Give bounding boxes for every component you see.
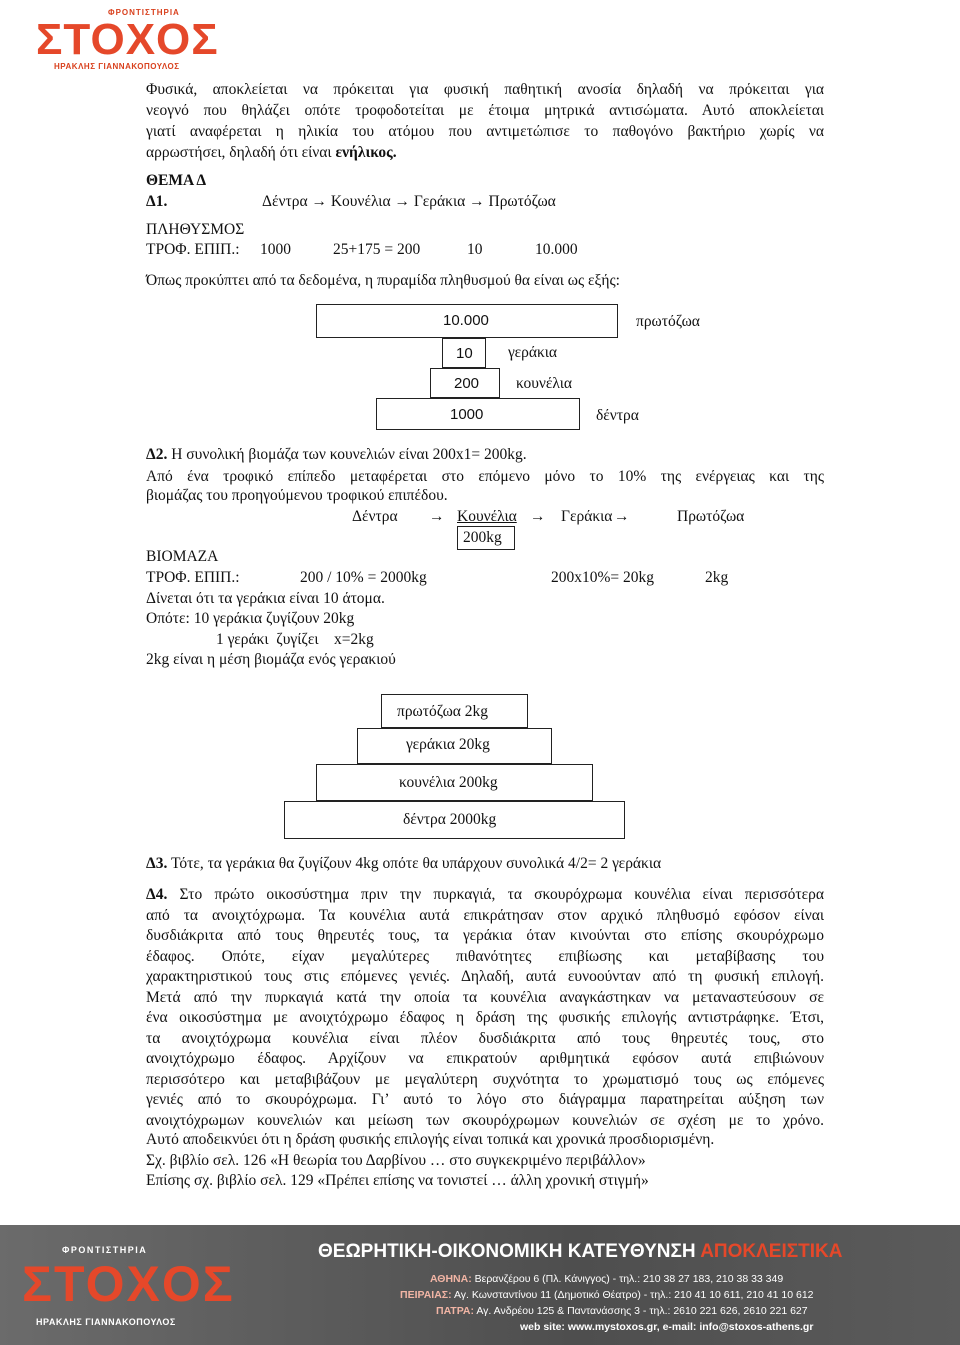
d4-line-5: χαρακτηριστικού τους στις επόμενες γενιές. Δηλαδή, αυτά ευνοούνταν από τη φυσική επιλογή. xyxy=(146,968,824,985)
pyramid-level-protozoa xyxy=(316,304,618,338)
d4-line-11: γενιές από το σκουρόχρωμα. Γι’ αυτό το λόγο στο διάγραμμα παρατηρείται αύξηση των xyxy=(146,1091,824,1108)
d2-arrow-1: → xyxy=(429,508,445,525)
d4-line-3: δυσδιάκριτα από τους θηρευτές τους, τα γεράκια όταν κινούνται στο επίσης σκουρόχρωμο xyxy=(146,927,824,944)
d2-line-3: βιομάζας του προηγούμενου τροφικού επιπέδου. xyxy=(146,487,448,504)
footer-headline-main: ΘΕΩΡΗΤΙΚΗ-ΟΙΚΟΝΟΜΙΚΗ ΚΑΤΕΥΘΥΝΣΗ xyxy=(318,1241,701,1262)
d4-line-8: τα ανοιχτόχρωμα κουνέλια είναι πλέον δυσδιάκριτα από τους θηρευτές τους, στο xyxy=(146,1029,824,1047)
intro-line-4 xyxy=(146,143,824,164)
d3-label: Δ3. xyxy=(146,855,168,872)
footer-web-link[interactable]: web site: www.mystoxos.gr, e-mail: info@stoxos-athens.gr xyxy=(520,1321,814,1333)
d2-line-2: Από ένα τροφικό επίπεδο μεταφέρεται στο επόμενο μόνο το 10% της ενέργειας και της xyxy=(146,468,824,485)
d1-value-trees: 1000 xyxy=(260,241,291,258)
footer-address-piraeus xyxy=(400,1289,814,1301)
d4-line-1-text: Στο πρώτο οικοσύστημα πριν την πυρκαγιά, τα σκουρόχρωμα κουνέλια είναι περισσότερα xyxy=(167,886,824,903)
footer-address-athens-text: Βερανζέρου 6 (Πλ. Κάνιγγος) - τηλ.: 210 38 27 183, 210 38 33 349 xyxy=(471,1273,784,1285)
d2-chain-trees: Δέντρα xyxy=(352,508,398,525)
d1-value-protozoa: 10.000 xyxy=(535,241,578,258)
pyramid-name-hawks: γεράκια xyxy=(508,344,558,361)
d2-so-3: 2kg είναι η μέση βιομάζα ενός γερακιού xyxy=(146,651,396,668)
footer-logo-top: ΦΡΟΝΤΙΣΤΗΡΙΑ xyxy=(62,1245,148,1255)
pyramid-value-protozoa: 10.000 xyxy=(443,312,489,329)
d4-line-4: έδαφος. Οπότε, είχαν μεγαλύτερες πιθανότητες επιβίωσης και μεταβίβασης του xyxy=(146,947,824,965)
biomass-label-trees: δέντρα 2000kg xyxy=(403,811,497,828)
footer-address-patras-label: ΠΑΤΡΑ: xyxy=(436,1305,475,1317)
d4-reference-1: Σχ. βιβλίο σελ. 126 «Η θεωρία του Δαρβίνου … στο συγκεκριμένο περιβάλλον» xyxy=(146,1151,646,1169)
intro-line-2: νεογνό που θηλάζει οπότε τροφοδοτείται με έτοιμα μητρικά αντισώματα. Αυτό αποκλείεται xyxy=(146,102,824,119)
d3-line xyxy=(146,855,661,873)
d1-conclusion: Όπως προκύπτει από τα δεδομένα, η πυραμίδα πληθυσμού θα είναι ως εξής: xyxy=(146,272,620,289)
pyramid-name-protozoa: πρωτόζωα xyxy=(636,313,700,330)
footer-address-athens xyxy=(430,1273,783,1285)
d4-label: Δ4. xyxy=(146,886,168,903)
footer-address-athens-label: ΑΘΗΝΑ: xyxy=(430,1273,472,1285)
d2-given: Δίνεται ότι τα γεράκια είναι 10 άτομα. xyxy=(146,590,385,607)
footer-headline-accent: ΑΠΟΚΛΕΙΣΤΙΚΑ xyxy=(700,1241,843,1262)
pyramid-level-hawks xyxy=(442,338,486,368)
intro-line-1: Φυσικά, αποκλείεται να πρόκειται για φυσική παθητική ανοσία δηλαδή να πρόκειται για xyxy=(146,81,824,98)
footer-address-piraeus-text: Αγ. Κωνσταντίνου 11 (Δημοτικό Θέατρο) - τηλ.: 210 41 10 611, 210 41 10 612 xyxy=(451,1289,814,1301)
d1-troph-label: ΤΡΟΦ. ΕΠΙΠ.: xyxy=(146,241,240,258)
d4-line-7: ένα οικοσύστημα με ανοιχτόχρωμο έδαφος η δράση της φυσικής επιλογής αντιστράφηκε. Έτσι, xyxy=(146,1009,824,1026)
d2-calc-protozoa: 2kg xyxy=(705,569,729,586)
d4-line-9: ανοιχτόχρωμο έδαφος. Αρχίζουν να επικρατούν αριθμητικά εφόσον αυτά επιβιώνουν xyxy=(146,1050,824,1067)
biomass-level-protozoa xyxy=(381,694,528,728)
biomass-label-hawks: γεράκια 20kg xyxy=(406,736,490,753)
footer-banner xyxy=(0,1225,960,1345)
header-logo xyxy=(36,8,246,72)
biomass-label-protozoa: πρωτόζωα 2kg xyxy=(397,703,489,720)
theme-title: ΘΕΜΑ Δ xyxy=(146,172,207,189)
footer-logo-main: ΣΤΟΧΟΣ xyxy=(22,1256,235,1312)
intro-line-3: γιατί αναφέρεται η ηλικία του ατόμου που αντιμετώπισε το παθογόνο βακτήριο χωρίς να xyxy=(146,123,824,140)
d2-troph-label: ΤΡΟΦ. ΕΠΙΠ.: xyxy=(146,569,240,586)
d4-line-13: Αυτό αποδεικνύει ότι η δράση φυσικής επιλογής είναι τοπικά και χρονικά προσδιορισμένη. xyxy=(146,1131,715,1148)
header-logo-top: ΦΡΟΝΤΙΣΤΗΡΙΑ xyxy=(108,8,180,17)
pyramid-value-trees: 1000 xyxy=(450,406,484,423)
footer-logo-bottom: ΗΡΑΚΛΗΣ ΓΙΑΝΝΑΚΟΠΟΥΛΟΣ xyxy=(36,1317,176,1327)
d1-value-rabbits: 25+175 = 200 xyxy=(333,241,421,258)
d4-line-1 xyxy=(146,885,824,906)
d2-line-1 xyxy=(146,446,527,464)
d2-chain-hawks: Γεράκια xyxy=(561,508,613,525)
d2-line-1-text: Η συνολική βιομάζα των κουνελιών είναι 200x1= 200kg. xyxy=(167,446,527,463)
d2-calc-hawks: 200x10%= 20kg xyxy=(551,569,655,586)
d2-so-1: Οπότε: 10 γεράκια ζυγίζουν 20kg xyxy=(146,610,355,627)
pyramid-value-rabbits: 200 xyxy=(454,375,480,392)
header-logo-main: ΣΤΟΧΟΣ xyxy=(36,15,219,64)
d2-chain-protozoa: Πρωτόζωα xyxy=(677,508,745,525)
pyramid-level-trees xyxy=(376,398,580,430)
d4-line-2: από τα ανοιχτόχρωμα. Τα κουνέλια αυτά επικράτησαν στον αρχικό πληθυσμό εφόσον είναι xyxy=(146,906,824,924)
d2-boxed-value: 200kg xyxy=(463,529,502,546)
biomass-level-rabbits xyxy=(316,764,593,801)
d2-boxed-biomass xyxy=(457,526,515,550)
d4-line-6: Μετά από την πυρκαγιά κατά την οποία τα κουνέλια αναγκάστηκαν να μεταναστεύσουν σε xyxy=(146,988,824,1006)
d4-line-10: περισσότερο και μεταβιβάζουν με μεγαλύτερη συχνότητα το χρωματισμό τους ως επόμενες xyxy=(146,1070,824,1088)
intro-line-4-text: αρρωστήσει, δηλαδή ότι είναι xyxy=(146,144,336,161)
d3-text: Τότε, τα γεράκια θα ζυγίζουν 4kg οπότε θα υπάρχουν συνολικά 4/2= 2 γεράκια xyxy=(167,855,662,872)
d2-calc-trees: 200 / 10% = 2000kg xyxy=(300,569,427,586)
d1-population-title: ΠΛΗΘΥΣΜΟΣ xyxy=(146,221,245,238)
pyramid-name-trees: δέντρα xyxy=(596,407,639,424)
biomass-level-hawks xyxy=(357,728,552,764)
d1-food-chain: Δέντρα → Κουνέλια → Γεράκια → Πρωτόζωα xyxy=(262,193,556,210)
d1-value-hawks: 10 xyxy=(467,241,483,258)
intro-emphasis: ενήλικος. xyxy=(335,144,397,161)
biomass-level-trees xyxy=(284,801,625,839)
d2-arrow-2: → xyxy=(530,508,546,525)
d1-label: Δ1. xyxy=(146,193,168,210)
pyramid-level-rabbits xyxy=(430,368,500,398)
d2-biomass-title: ΒΙΟΜΑΖΑ xyxy=(146,548,219,565)
header-logo-bottom: ΗΡΑΚΛΗΣ ΓΙΑΝΝΑΚΟΠΟΥΛΟΣ xyxy=(54,62,180,71)
footer-address-patras xyxy=(436,1305,808,1317)
d2-label: Δ2. xyxy=(146,446,168,463)
pyramid-name-rabbits: κουνέλια xyxy=(516,375,573,392)
d2-chain-rabbits: Κουνέλια xyxy=(457,508,517,525)
biomass-label-rabbits: κουνέλια 200kg xyxy=(399,774,498,791)
pyramid-value-hawks: 10 xyxy=(456,345,473,362)
footer-headline xyxy=(318,1241,842,1263)
d2-so-2: 1 γεράκι ζυγίζει x=2kg xyxy=(216,631,374,648)
d2-arrow-3: → xyxy=(614,508,630,525)
d4-line-12: ανοιχτόχρωμων κουνελιών και μείωση των σκουρόχρωμων κουνελιών σε σχέση με το χρόνο. xyxy=(146,1111,824,1129)
footer-address-patras-text: Αγ. Ανδρέου 125 & Παντανάσσης 3 - τηλ.: 2610 221 626, 2610 221 627 xyxy=(474,1305,808,1317)
d4-reference-2: Επίσης σχ. βιβλίο σελ. 129 «Πρέπει επίσης να τονιστεί … άλλη χρονική στιγμή» xyxy=(146,1172,649,1189)
footer-address-piraeus-label: ΠΕΙΡΑΙΑΣ: xyxy=(400,1289,452,1301)
